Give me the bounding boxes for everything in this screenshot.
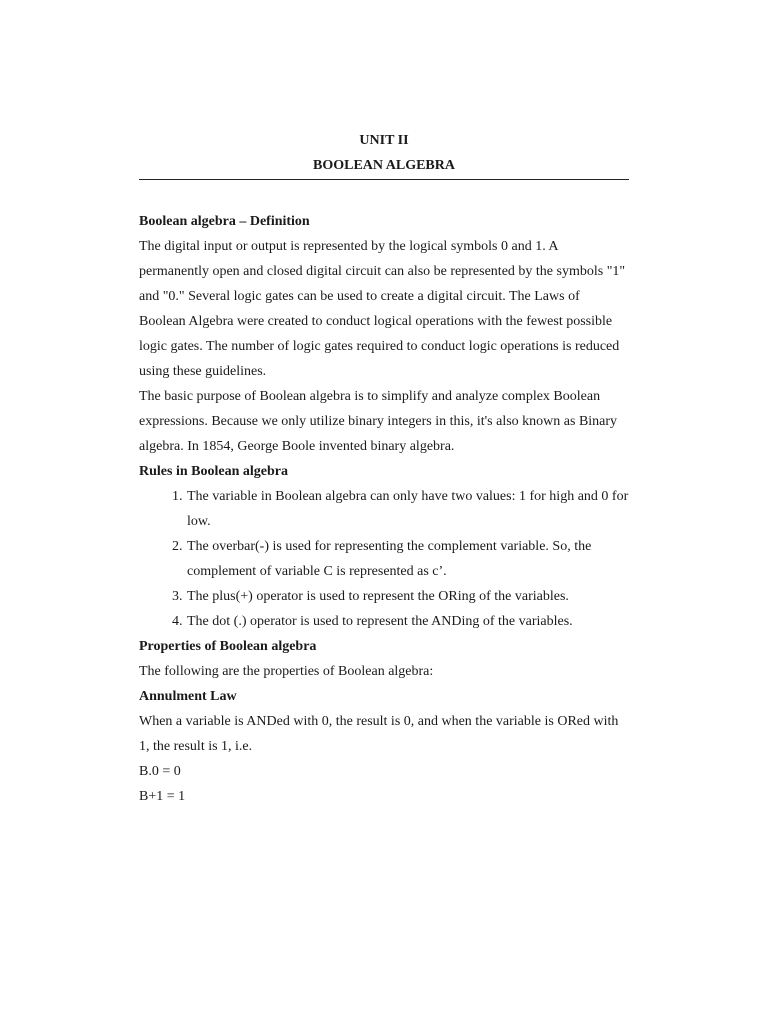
unit-label: UNIT II (359, 133, 409, 148)
rules-heading: Rules in Boolean algebra (139, 464, 288, 479)
document-title: BOOLEAN ALGEBRA (313, 158, 455, 173)
annulment-law-heading: Annulment Law (139, 689, 237, 704)
list-item: 2. The overbar(-) is used for representing the complement variable. So, the complement of variable C is represented as c’. (186, 534, 629, 584)
title-divider (139, 179, 629, 180)
list-item: 3. The plus(+) operator is used to represent the ORing of the variables. (186, 584, 629, 609)
list-item: 1. The variable in Boolean algebra can only have two values: 1 for high and 0 for low. (186, 484, 629, 534)
definition-paragraph-1: The digital input or output is represented by the logical symbols 0 and 1. A permanently open and closed digital circuit can also be represented by the symbols "1" and "0." Several logic gates can be used to create a digital circuit. The Laws of Boolean Algebra were created to conduct logical operations with the fewest possible logic gates. The number of logic gates required to conduct logic operations is reduced using these guidelines. (139, 239, 626, 379)
rules-list (139, 484, 629, 634)
definition-heading: Boolean algebra – Definition (139, 214, 310, 229)
equation-1: B.0 = 0 (139, 764, 181, 779)
document-page (139, 128, 629, 809)
list-item: 4. The dot (.) operator is used to represent the ANDing of the variables. (186, 609, 629, 634)
properties-intro: The following are the properties of Boolean algebra: (139, 664, 434, 679)
document-body (139, 209, 629, 809)
annulment-law-text: When a variable is ANDed with 0, the result is 0, and when the variable is ORed with 1, the result is 1, i.e. (139, 714, 619, 754)
properties-heading: Properties of Boolean algebra (139, 639, 317, 654)
definition-paragraph-2: The basic purpose of Boolean algebra is to simplify and analyze complex Boolean expressions. Because we only utilize binary integers in this, it's also known as Binary algebra. In 1854, George Boole invented binary algebra. (139, 389, 618, 454)
equation-2: B+1 = 1 (139, 789, 186, 804)
